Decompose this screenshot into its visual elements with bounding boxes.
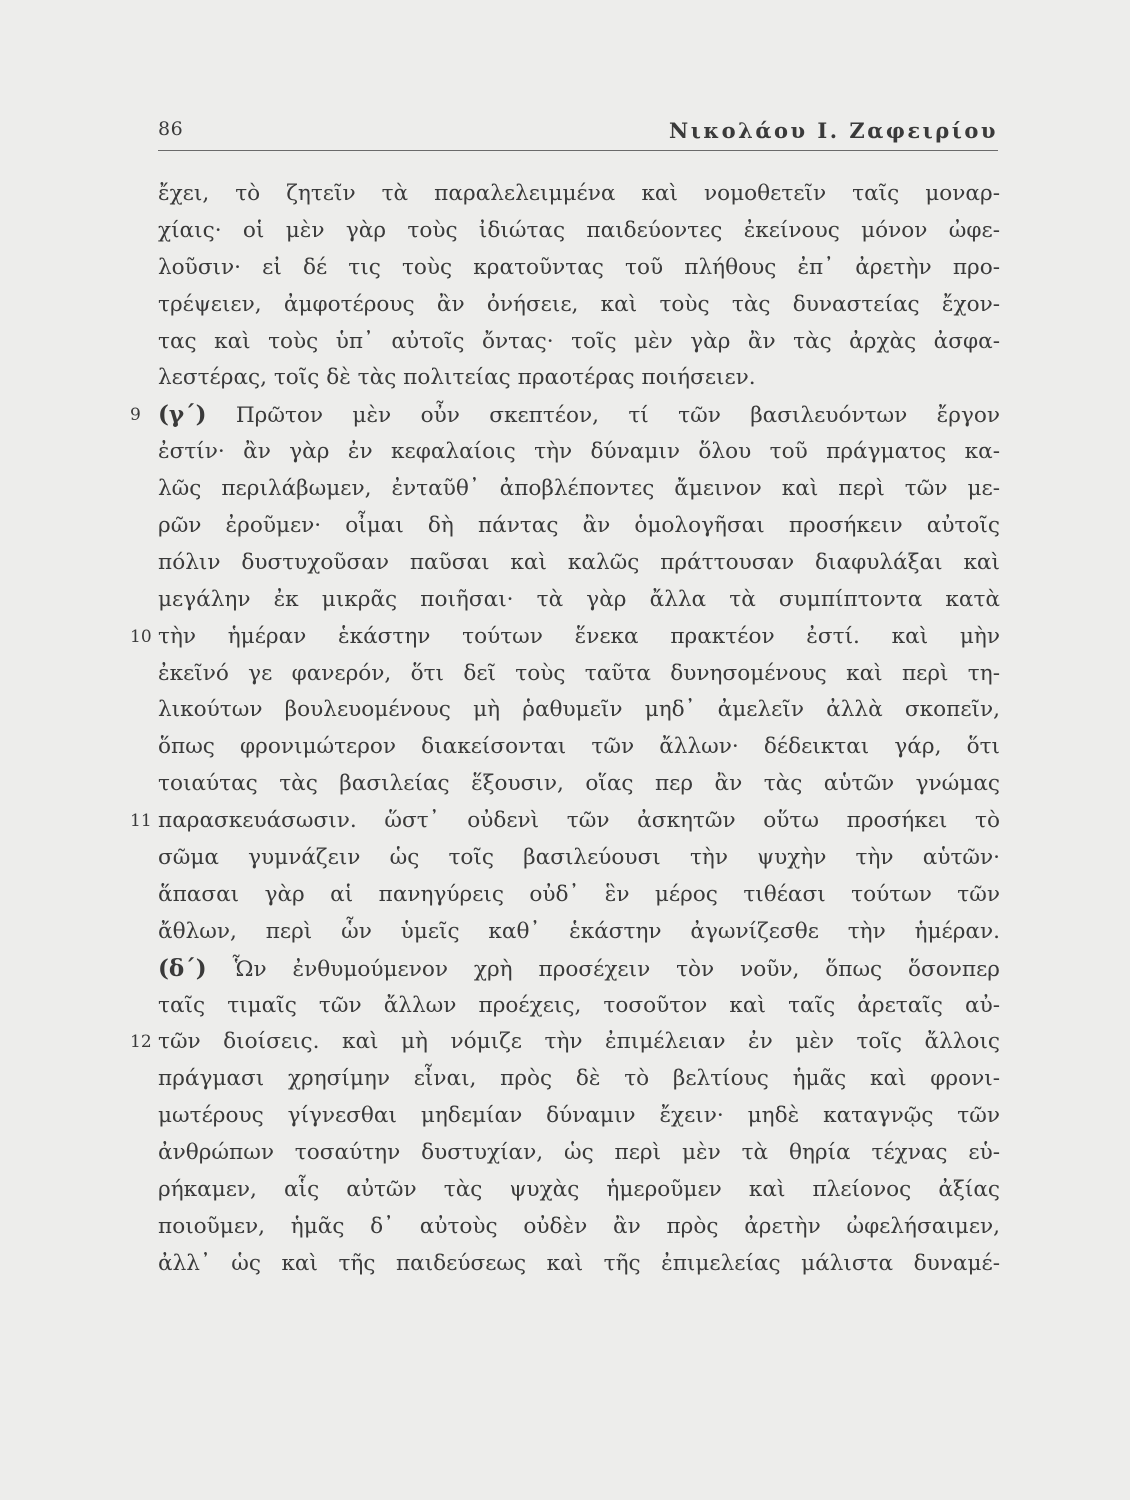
text-line (130, 619, 1000, 656)
section-marker: (δ΄) (158, 954, 207, 982)
text-line (158, 1172, 1000, 1209)
text-line (158, 1061, 1000, 1098)
line-text: πόλιν δυστυχοῦσαν παῦσαι καὶ καλῶς πράττουσαν διαφυλάξαι καὶ (158, 549, 1000, 575)
section-marker: (γ΄) (158, 401, 207, 429)
text-line (158, 213, 1000, 250)
paragraph-number: 10 (130, 626, 152, 647)
text-line (158, 1209, 1000, 1246)
header-rule (158, 150, 998, 151)
text-line (130, 1024, 1000, 1061)
line-text: ὅπως φρονιμώτερον διακείσονται τῶν ἄλλων· δέδεικται γάρ, ὅτι (158, 734, 1000, 760)
line-text: λοῦσιν· εἰ δέ τις τοὺς κρατοῦντας τοῦ πλήθους ἐπ᾽ ἀρετὴν προ- (158, 254, 1000, 280)
line-text: ἐκεῖνό γε φανερόν, ὅτι δεῖ τοὺς ταῦτα δυνησομένους καὶ περὶ τη- (158, 660, 1000, 686)
text-line (130, 397, 1000, 434)
text-line (158, 729, 1000, 766)
text-line (158, 951, 1000, 988)
line-text: τῶν διοίσεις. καὶ μὴ νόμιζε τὴν ἐπιμέλειαν ἐν μὲν τοῖς ἄλλοις (158, 1029, 1000, 1055)
line-text: πράγμασι χρησίμην εἶναι, πρὸς δὲ τὸ βελτίους ἡμᾶς καὶ φρονι- (158, 1066, 1000, 1092)
text-line (158, 766, 1000, 803)
text-line (158, 1135, 1000, 1172)
body-text (130, 176, 1000, 1283)
line-text: ἔχει, τὸ ζητεῖν τὰ παραλελειμμένα καὶ νομοθετεῖν ταῖς μοναρ- (158, 181, 1000, 206)
line-text: ποιοῦμεν, ἡμᾶς δ᾽ αὐτοὺς οὐδὲν ἂν πρὸς ἀρετὴν ὠφελήσαιμεν, (158, 1213, 1000, 1239)
text-line (158, 692, 1000, 729)
line-text: Πρῶτον μὲν οὖν σκεπτέον, τί τῶν βασιλευόντων ἔργον (235, 403, 1000, 429)
text-line (158, 914, 1000, 951)
line-text: ἐστίν· ἂν γὰρ ἐν κεφαλαίοις τὴν δύναμιν ὅλου τοῦ πράγματος κα- (158, 439, 1000, 465)
line-text: ἀνθρώπων τοσαύτην δυστυχίαν, ὡς περὶ μὲν τὰ θηρία τέχνας εὑ- (158, 1140, 1000, 1166)
text-line (158, 360, 1000, 397)
text-line (158, 988, 1000, 1025)
text-line (158, 471, 1000, 508)
text-line (158, 434, 1000, 471)
text-line (158, 877, 1000, 914)
line-text: τρέψειεν, ἀμφοτέρους ἂν ὀνήσειε, καὶ τοὺς τὰς δυναστείας ἔχον- (158, 291, 1000, 317)
line-text: ρῶν ἐροῦμεν· οἶμαι δὴ πάντας ἂν ὁμολογῆσαι προσήκειν αὐτοῖς (158, 513, 1000, 539)
line-text: ἅπασαι γὰρ αἱ πανηγύρεις οὐδ᾽ ἓν μέρος τιθέασι τούτων τῶν (158, 881, 1000, 907)
text-line (158, 840, 1000, 877)
text-line (158, 582, 1000, 619)
line-text: τοιαύτας τὰς βασιλείας ἕξουσιν, οἵας περ ἂν τὰς αὑτῶν γνώμας (158, 771, 1000, 797)
text-line (158, 508, 1000, 545)
line-text: χίαις· οἱ μὲν γὰρ τοὺς ἰδιώτας παιδεύοντες ἐκείνους μόνον ὠφε- (158, 217, 1000, 243)
text-line (158, 545, 1000, 582)
text-line (158, 324, 1000, 361)
paragraph-number: 9 (130, 405, 141, 426)
running-head: Νικολάου Ι. Ζαφειρίου (669, 118, 998, 143)
line-text: ταῖς τιμαῖς τῶν ἄλλων προέχεις, τοσοῦτον καὶ ταῖς ἀρεταῖς αὐ- (158, 992, 1000, 1018)
text-line (158, 1246, 1000, 1283)
text-line (130, 803, 1000, 840)
text-line (158, 287, 1000, 324)
text-line (158, 656, 1000, 693)
text-line (158, 250, 1000, 287)
page-header (158, 118, 998, 144)
line-text: σῶμα γυμνάζειν ὡς τοῖς βασιλεύουσι τὴν ψυχὴν τὴν αὑτῶν· (158, 845, 1000, 871)
paragraph-number: 11 (130, 811, 152, 832)
line-text: ρήκαμεν, αἷς αὐτῶν τὰς ψυχὰς ἡμεροῦμεν καὶ πλείονος ἀξίας (158, 1177, 1000, 1203)
line-text: μωτέρους γίγνεσθαι μηδεμίαν δύναμιν ἔχειν· μηδὲ καταγνῷς τῶν (158, 1103, 1000, 1129)
line-text: ἄθλων, περὶ ὧν ὑμεῖς καθ᾽ ἑκάστην ἀγωνίζεσθε τὴν ἡμέραν. (158, 918, 1000, 944)
line-text: λεστέρας, τοῖς δὲ τὰς πολιτείας πραοτέρας ποιήσειεν. (158, 365, 756, 391)
line-text: λῶς περιλάβωμεν, ἐνταῦθ᾽ ἀποβλέποντες ἄμεινον καὶ περὶ τῶν με- (158, 476, 1000, 502)
line-text: λικούτων βουλευομένους μὴ ῥαθυμεῖν μηδ᾽ ἀμελεῖν ἀλλὰ σκοπεῖν, (158, 697, 1000, 723)
paragraph-number: 12 (130, 1032, 152, 1053)
line-text: μεγάλην ἐκ μικρᾶς ποιῆσαι· τὰ γὰρ ἄλλα τὰ συμπίπτοντα κατὰ (158, 586, 1000, 612)
line-text: τὴν ἡμέραν ἑκάστην τούτων ἕνεκα πρακτέον ἐστί. καὶ μὴν (158, 623, 1000, 649)
line-text: Ὧν ἐνθυμούμενον χρὴ προσέχειν τὸν νοῦν, ὅπως ὅσονπερ (232, 956, 1000, 982)
line-text: ἀλλ᾽ ὡς καὶ τῆς παιδεύσεως καὶ τῆς ἐπιμελείας μάλιστα δυναμέ- (158, 1250, 1000, 1276)
page-number: 86 (158, 118, 184, 140)
line-text: παρασκευάσωσιν. ὥστ᾽ οὐδενὶ τῶν ἀσκητῶν οὕτω προσήκει τὸ (158, 808, 1000, 834)
text-line (158, 176, 1000, 213)
text-line (158, 1098, 1000, 1135)
line-text: τας καὶ τοὺς ὑπ᾽ αὐτοῖς ὄντας· τοῖς μὲν γὰρ ἂν τὰς ἀρχὰς ἀσφα- (158, 328, 1000, 354)
